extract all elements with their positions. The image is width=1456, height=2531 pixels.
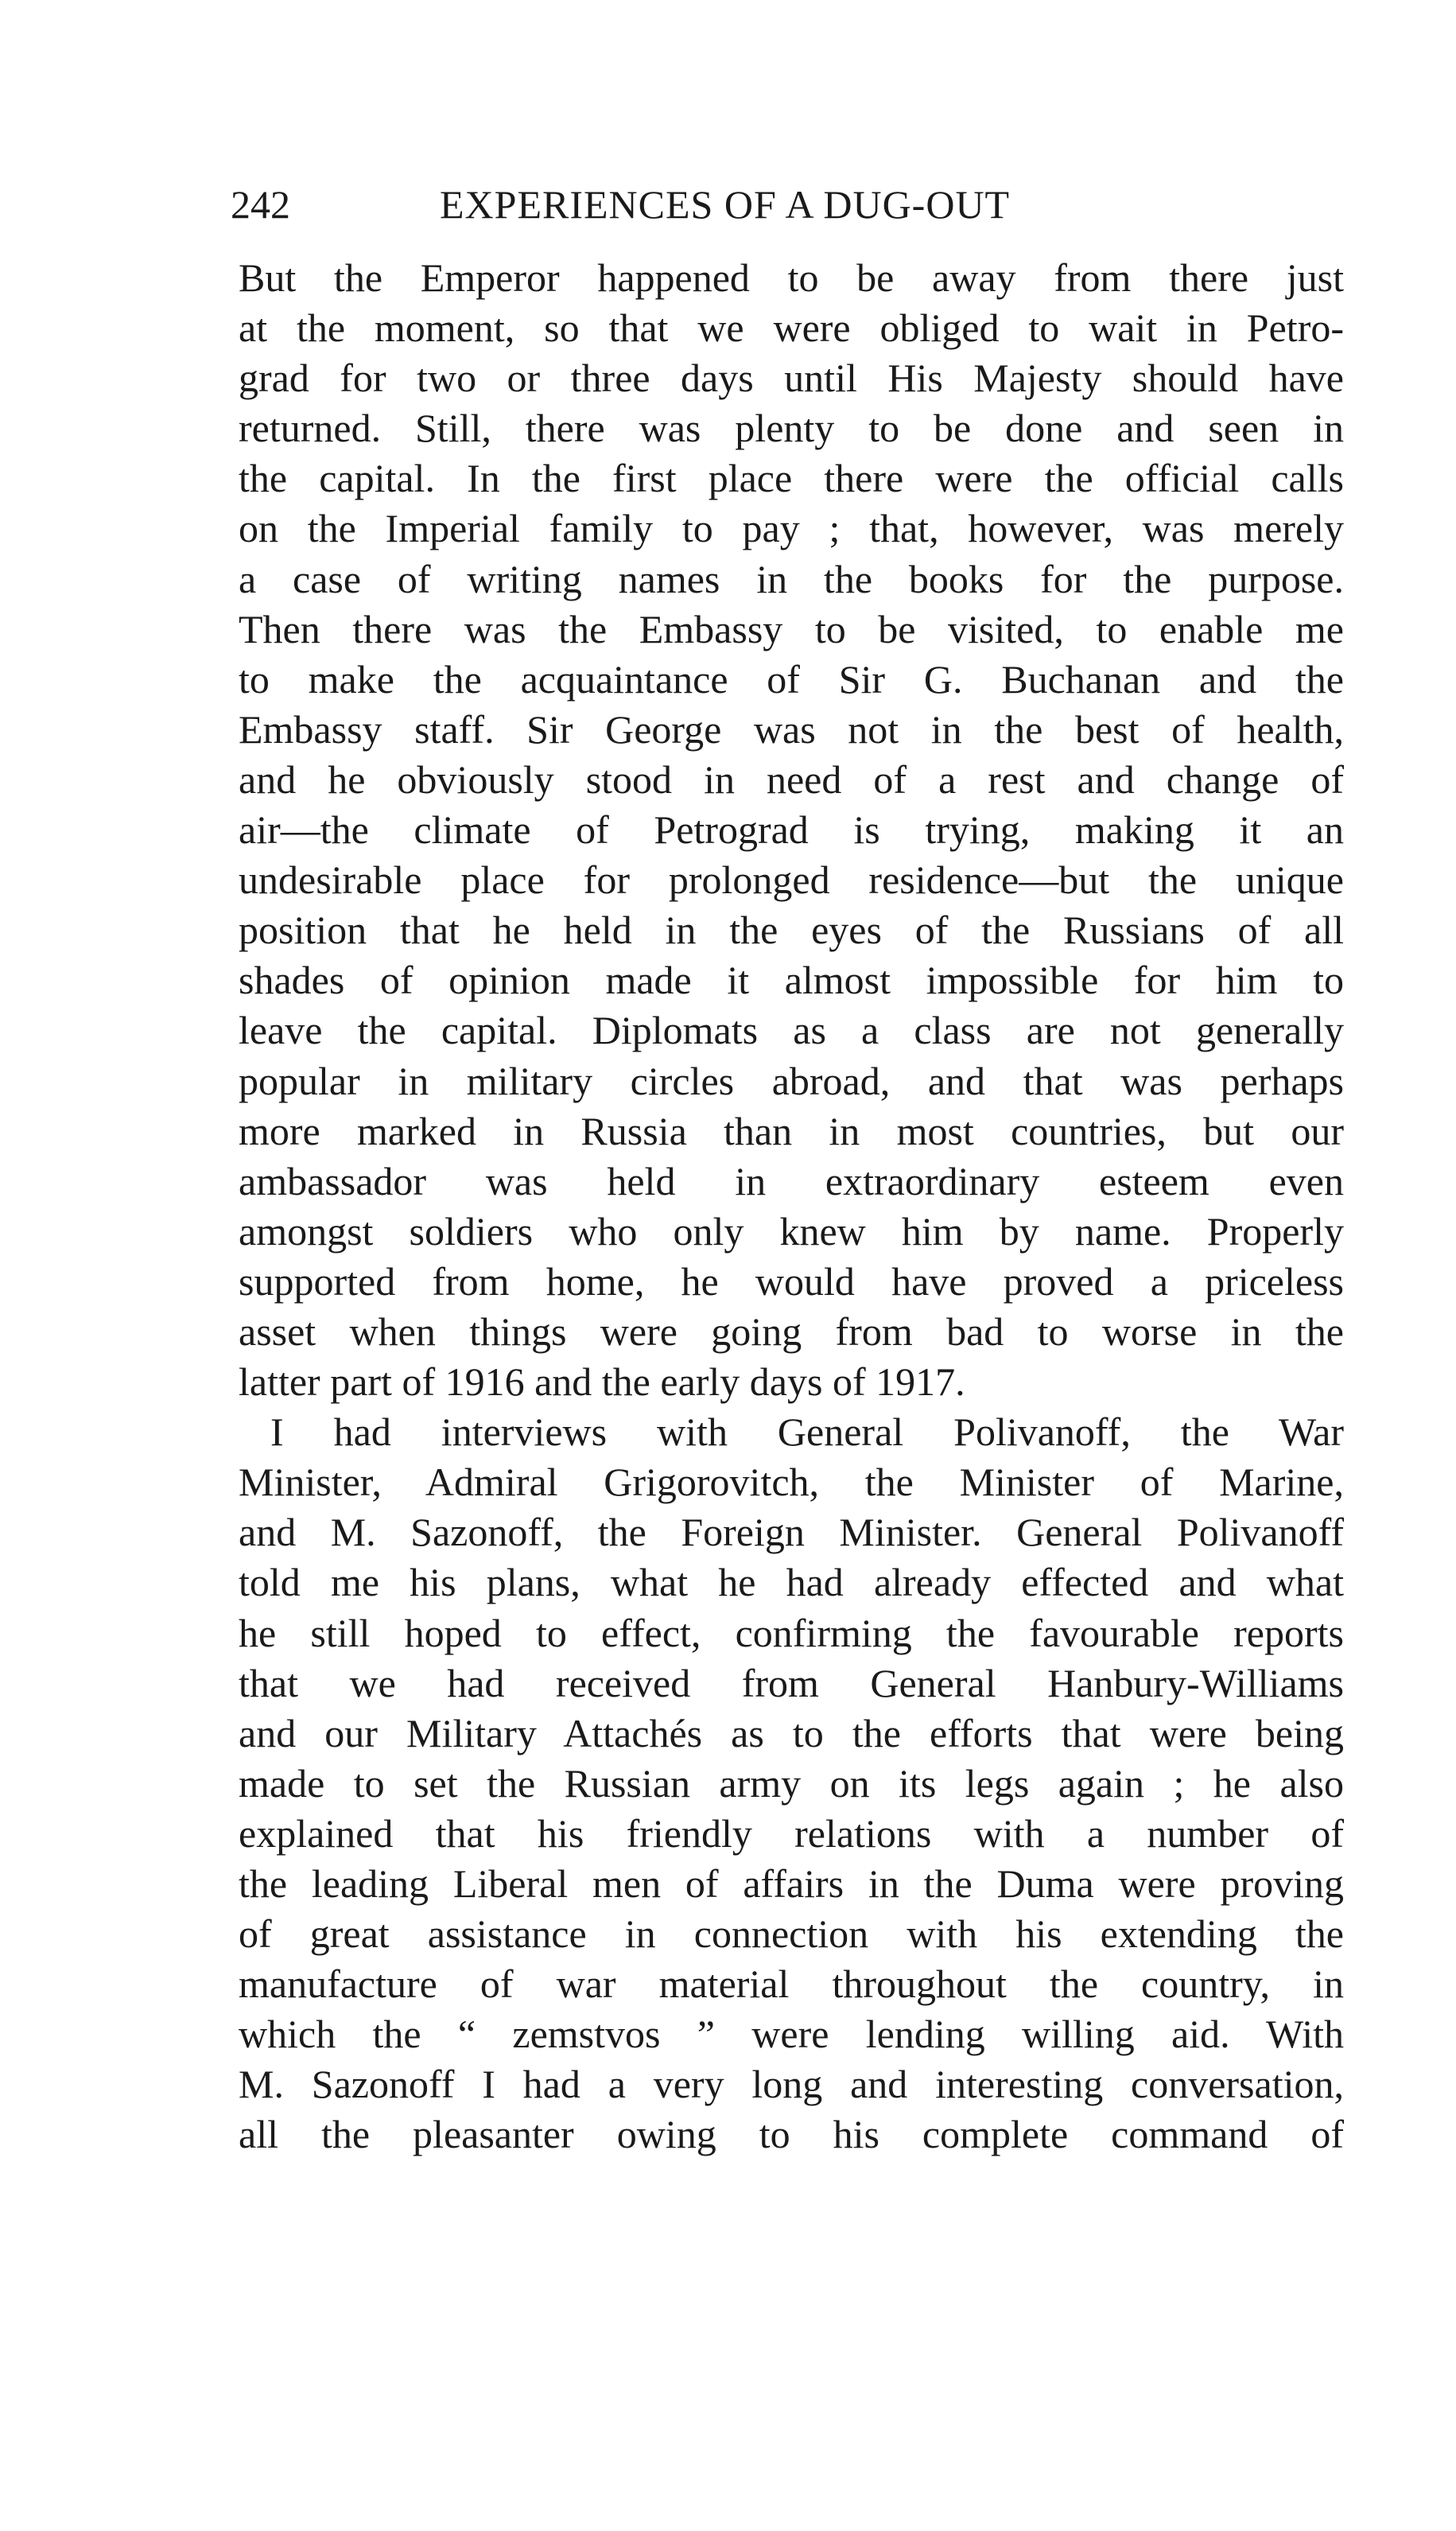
text-line: amongst soldiers who only knew him by name. Properly <box>239 1208 1344 1254</box>
text-line: Minister, Admiral Grigorovitch, the Minister of Marine, <box>239 1460 1344 1505</box>
page-number: 242 <box>231 182 290 227</box>
text-line: that we had received from General Hanbury-Williams <box>239 1660 1344 1705</box>
text-line: made to set the Russian army on its legs again ; he also <box>239 1760 1344 1806</box>
running-head <box>231 177 1344 232</box>
text-line: and M. Sazonoff, the Foreign Minister. General Polivanoff <box>239 1510 1344 1555</box>
text-line: of great assistance in connection with his extending the <box>239 1911 1344 1957</box>
text-line: But the Emperor happened to be away from there just <box>239 255 1344 300</box>
text-line: on the Imperial family to pay ; that, however, was merely <box>239 506 1344 551</box>
text-line: I had interviews with General Polivanoff, the War <box>270 1409 1344 1455</box>
running-title: EXPERIENCES OF A DUG-OUT <box>440 182 1011 227</box>
body-text <box>239 253 1344 2160</box>
text-line: the capital. In the first place there were the official calls <box>239 456 1344 501</box>
text-line: asset when things were going from bad to worse in the <box>239 1308 1344 1354</box>
text-line: air—the climate of Petrograd is trying, making it an <box>239 807 1344 853</box>
text-line: leave the capital. Diplomats as a class are not generally <box>239 1008 1344 1053</box>
paragraph <box>239 253 1344 1407</box>
text-line: Then there was the Embassy to be visited, to enable me <box>239 606 1344 651</box>
text-line: latter part of 1916 and the early days of 1917. <box>239 1359 965 1405</box>
text-line: undesirable place for prolonged residence—but the unique <box>239 857 1344 903</box>
text-line: position that he held in the eyes of the Russians of all <box>239 908 1344 953</box>
text-line: grad for two or three days until His Majesty should have <box>239 356 1344 401</box>
text-line: shades of opinion made it almost impossible for him to <box>239 958 1344 1003</box>
text-line: M. Sazonoff I had a very long and interesting conversation, <box>239 2062 1344 2107</box>
text-line: all the pleasanter owing to his complete command of <box>239 2112 1344 2157</box>
text-line: a case of writing names in the books for the purpose. <box>239 556 1344 601</box>
text-line: he still hoped to effect, confirming the favourable reports <box>239 1610 1344 1655</box>
text-line: the leading Liberal men of affairs in the Duma were proving <box>239 1861 1344 1906</box>
text-line: more marked in Russia than in most countries, but our <box>239 1108 1344 1153</box>
text-line: manufacture of war material throughout the country, in <box>239 1961 1344 2007</box>
text-line: at the moment, so that we were obliged to wait in Petro- <box>239 305 1344 351</box>
text-line: and our Military Attachés as to the efforts that were being <box>239 1710 1344 1755</box>
text-line: told me his plans, what he had already effected and what <box>239 1560 1344 1605</box>
text-line: returned. Still, there was plenty to be done and seen in <box>239 406 1344 451</box>
text-line: supported from home, he would have proved a priceless <box>239 1258 1344 1304</box>
text-line: popular in military circles abroad, and that was perhaps <box>239 1058 1344 1103</box>
text-line: explained that his friendly relations with a number of <box>239 1810 1344 1856</box>
text-line: and he obviously stood in need of a rest and change of <box>239 756 1344 802</box>
text-line: ambassador was held in extraordinary esteem even <box>239 1158 1344 1203</box>
text-line: Embassy staff. Sir George was not in the best of health, <box>239 706 1344 752</box>
paragraph <box>239 1407 1344 2160</box>
text-line: to make the acquaintance of Sir G. Buchanan and the <box>239 656 1344 702</box>
text-line: which the “ zemstvos ” were lending willing aid. With <box>239 2012 1344 2057</box>
